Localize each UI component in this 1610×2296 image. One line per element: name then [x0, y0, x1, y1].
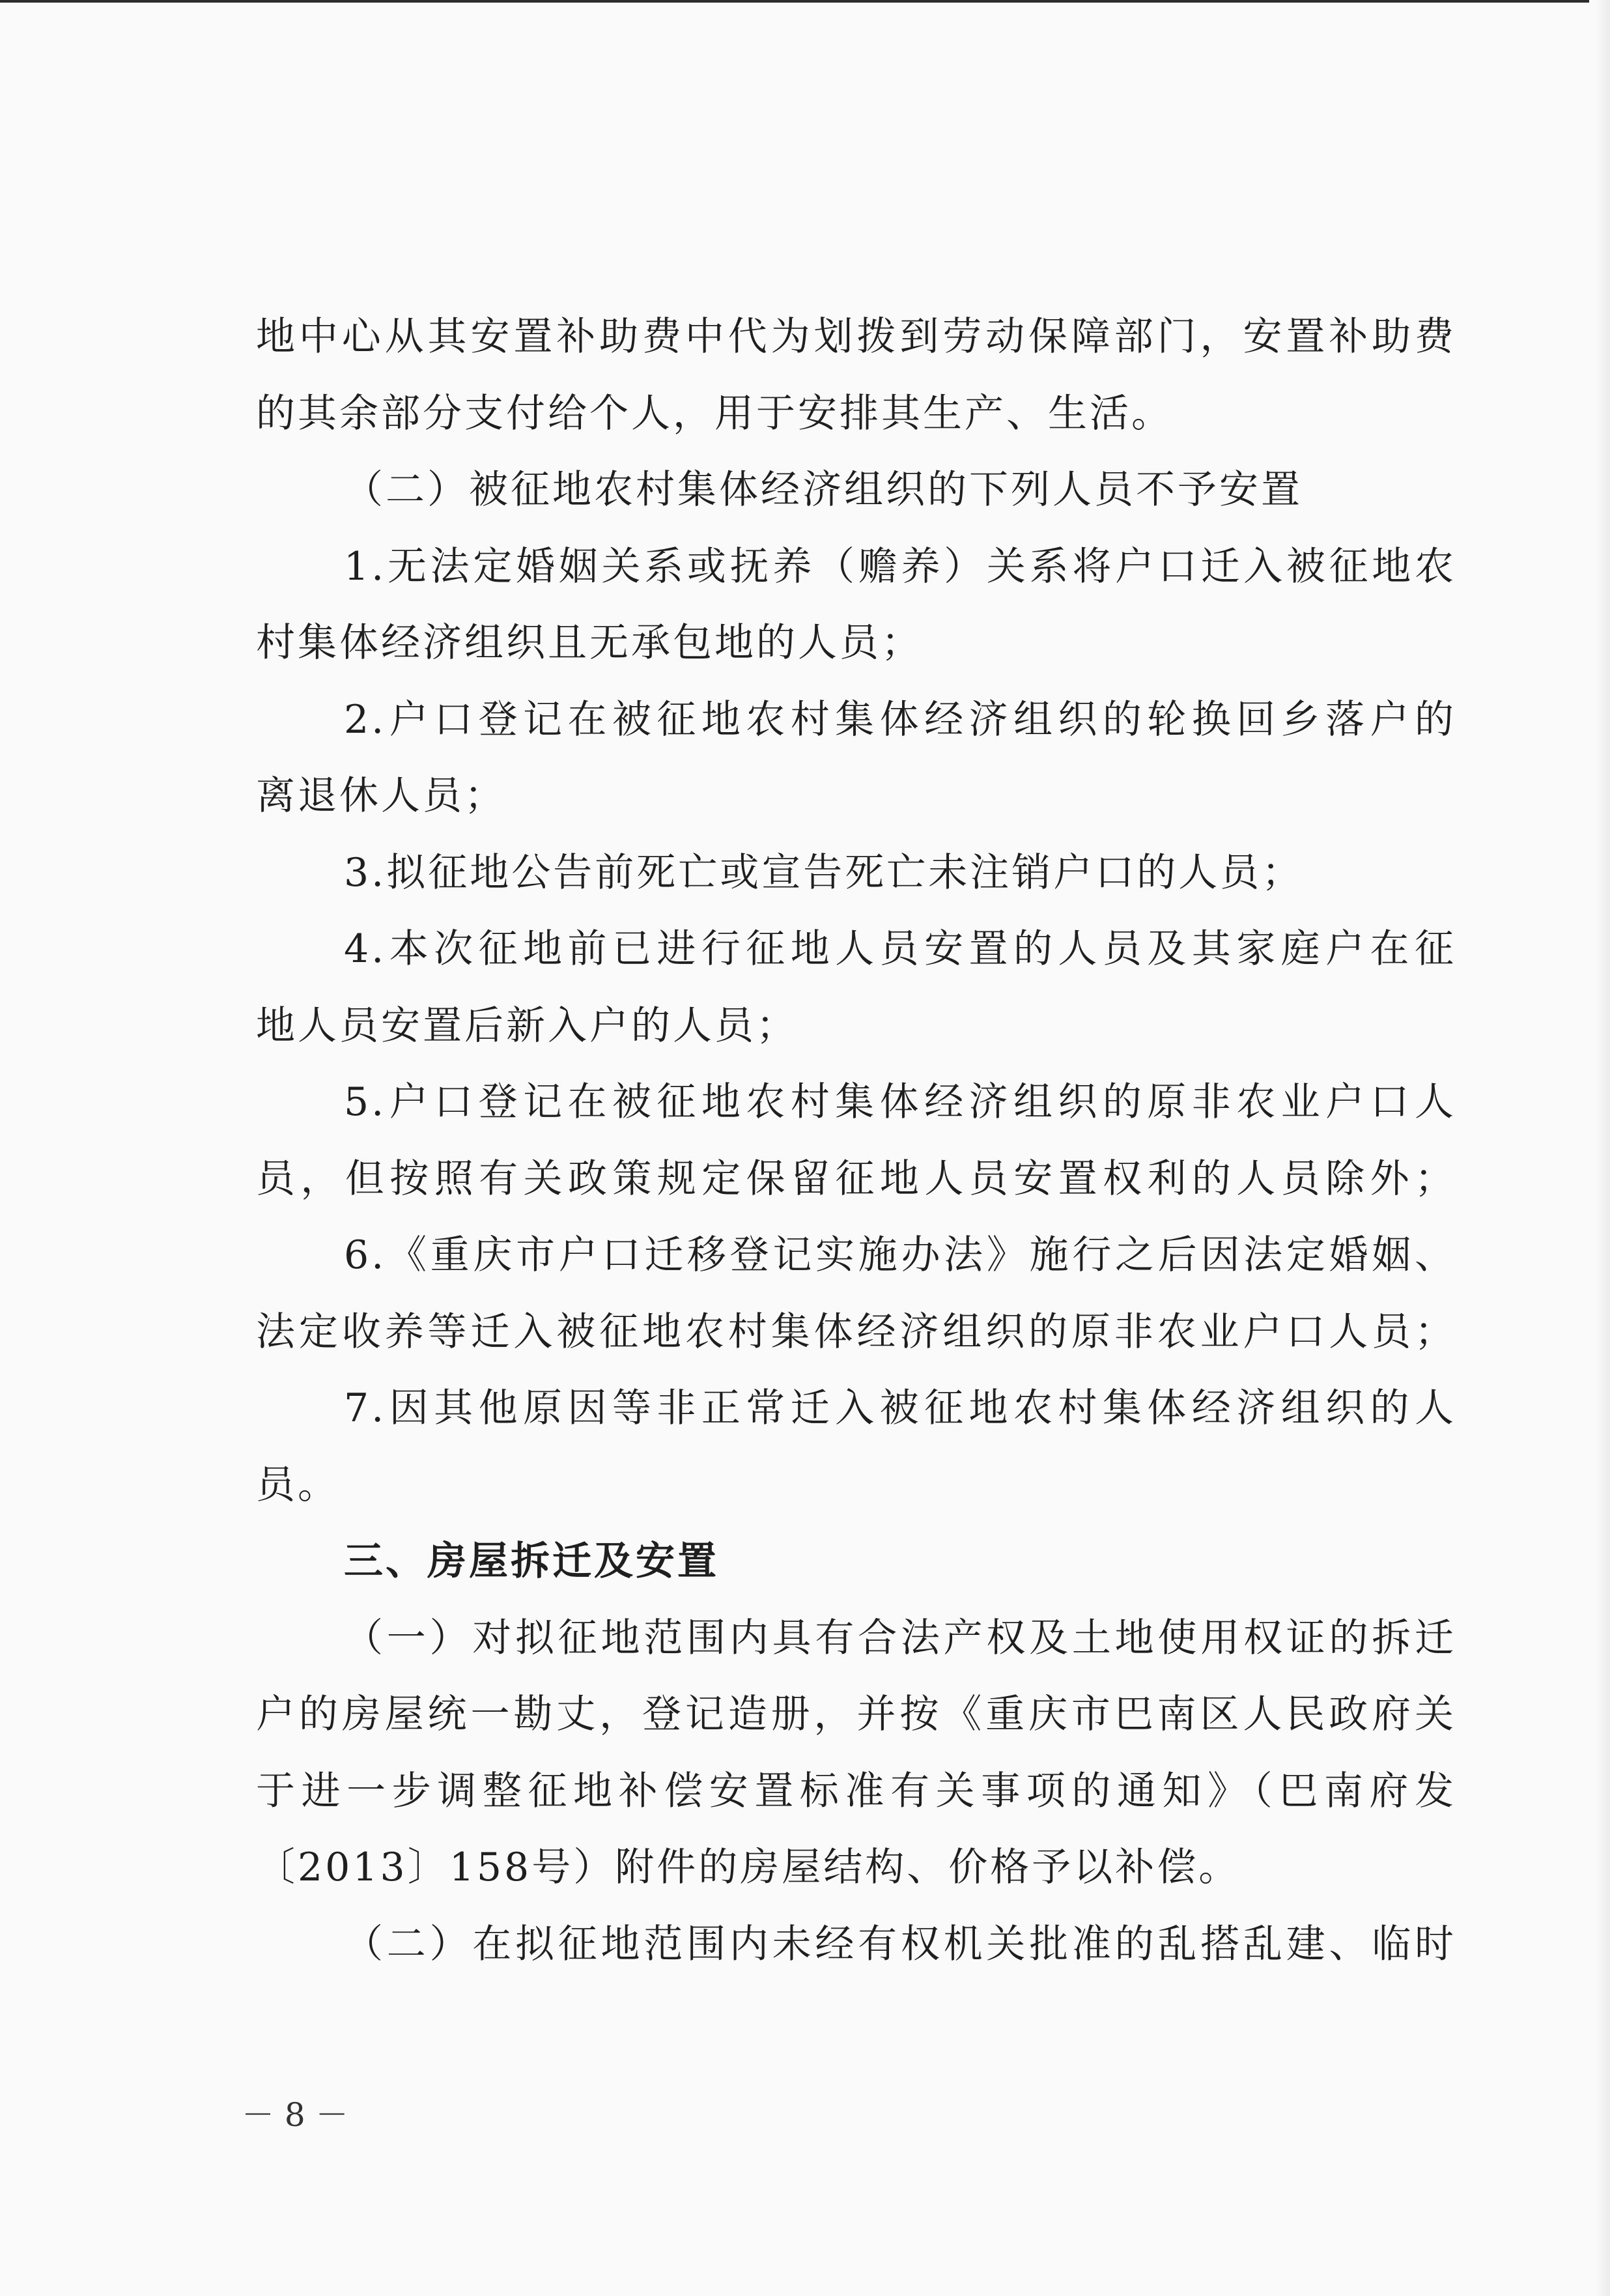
paragraph — [256, 1217, 1456, 1370]
paragraph — [256, 1064, 1456, 1217]
document-body — [256, 299, 1456, 1983]
paragraph — [256, 835, 1456, 912]
text-line: 〔2013〕158号）附件的房屋结构、价格予以补偿。 — [256, 1845, 1241, 1890]
paragraph — [256, 299, 1456, 452]
text-line: 村集体经济组织且无承包地的人员； — [256, 620, 923, 666]
paragraph — [256, 529, 1456, 682]
page-number: － 8 － — [242, 2096, 348, 2134]
scan-edge-right — [1594, 0, 1610, 2296]
text-line: 离退休人员； — [256, 773, 506, 819]
text-line: 地人员安置后新入户的人员； — [256, 1002, 798, 1049]
paragraph — [256, 1906, 1456, 1983]
text-line: 的其余部分支付给个人，用于安排其生产、生活。 — [256, 390, 1173, 436]
text-line: 2.户口登记在被征地农村集体经济组织的轮换回乡落户的 — [344, 696, 1456, 743]
text-line: （一）对拟征地范围内具有合法产权及土地使用权证的拆迁 — [344, 1615, 1456, 1661]
section-heading: 三、房屋拆迁及安置 — [344, 1538, 719, 1584]
paragraph — [256, 1370, 1456, 1524]
text-line: 5.户口登记在被征地农村集体经济组织的原非农业户口人 — [344, 1079, 1456, 1125]
text-line: （二）在拟征地范围内未经有权机关批准的乱搭乱建、临时 — [344, 1921, 1456, 1967]
text-line: 户的房屋统一勘丈，登记造册，并按《重庆市巴南区人民政府关 — [256, 1692, 1456, 1737]
text-line: （二）被征地农村集体经济组织的下列人员不予安置 — [344, 467, 1303, 513]
text-line: 1.无法定婚姻关系或抚养（赡养）关系将户口迁入被征地农 — [344, 543, 1456, 589]
text-line: 4.本次征地前已进行征地人员安置的人员及其家庭户在征 — [344, 926, 1456, 972]
text-line: 3.拟征地公告前死亡或宣告死亡未注销户口的人员； — [344, 849, 1304, 896]
text-line: 地中心从其安置补助费中代为划拨到劳动保障部门，安置补助费 — [256, 314, 1456, 360]
paragraph — [256, 911, 1456, 1064]
text-line: 7.因其他原因等非正常迁入被征地农村集体经济组织的人 — [344, 1385, 1456, 1431]
text-line: 6.《重庆市户口迁移登记实施办法》施行之后因法定婚姻、 — [344, 1232, 1456, 1278]
paragraph — [256, 452, 1456, 529]
text-line: 员。 — [256, 1462, 339, 1508]
paragraph — [256, 682, 1456, 835]
text-line: 于进一步调整征地补偿安置标准有关事项的通知》（巴南府发 — [256, 1768, 1456, 1814]
paragraph — [256, 1600, 1456, 1906]
text-line: 员，但按照有关政策规定保留征地人员安置权利的人员除外； — [256, 1155, 1456, 1202]
scan-edge-top — [0, 0, 1589, 3]
text-line: 法定收养等迁入被征地农村集体经济组织的原非农业户口人员； — [256, 1309, 1456, 1355]
